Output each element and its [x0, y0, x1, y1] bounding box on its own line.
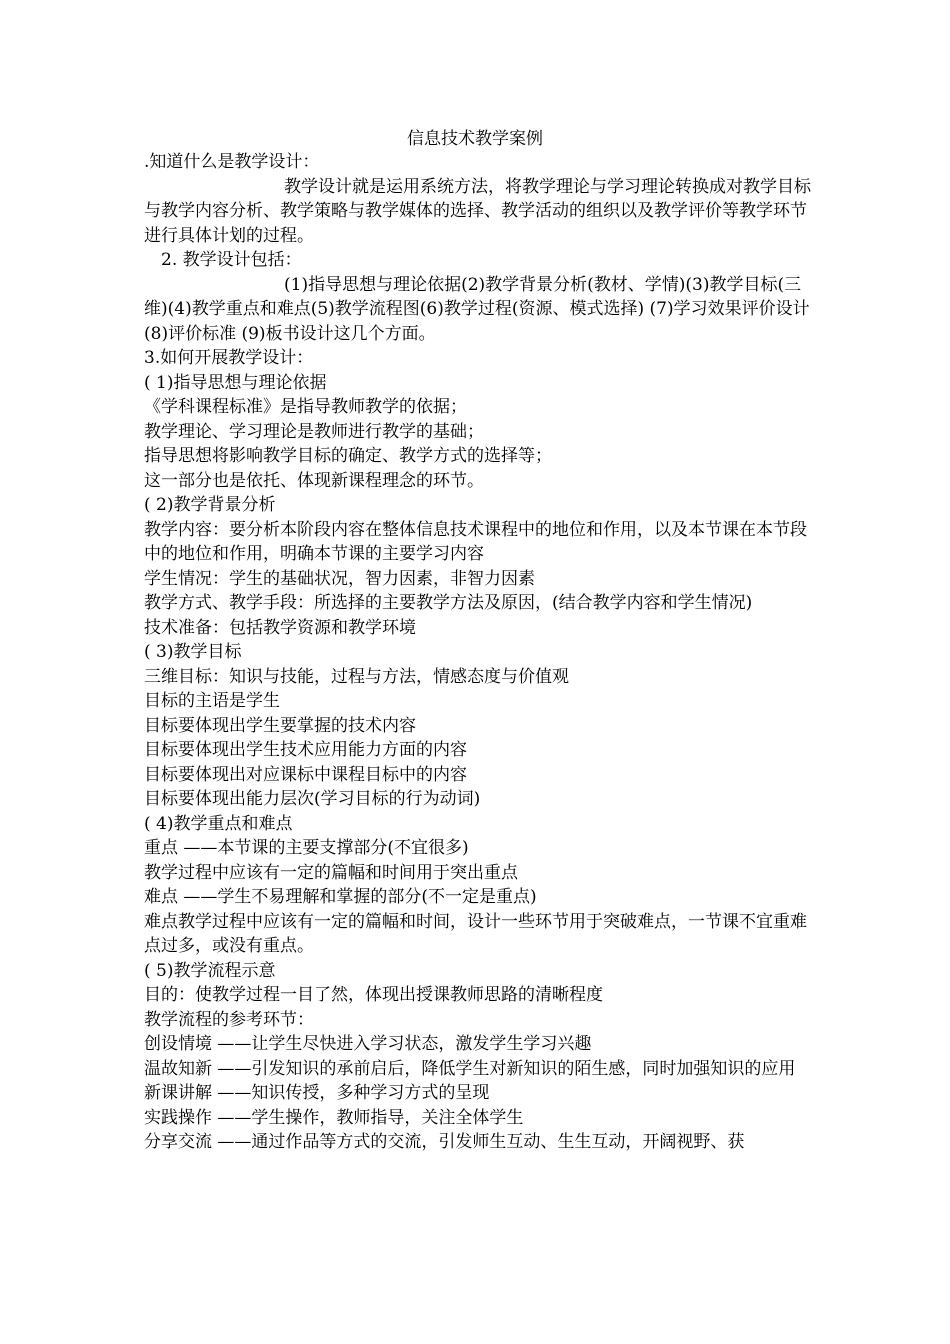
text-line: 教学方式、教学手段：所选择的主要教学方法及原因，(结合教学内容和学生情况) [144, 593, 753, 613]
paragraph: 教学设计就是运用系统方法，将教学理论与学习理论转换成对教学目标与教学内容分析、教学策略与教学媒体的选择、教学活动的组织以及教学评价等教学环节进行具体计划的过程。 [144, 176, 811, 246]
subsection-heading: ( 4)教学重点和难点 [144, 813, 293, 834]
text-line: 目标要体现出学生技术应用能力方面的内容 [144, 740, 467, 760]
subsection-heading: ( 1)指导思想与理论依据 [144, 372, 327, 393]
text-line: 目标的主语是学生 [144, 691, 280, 711]
subsection-heading: ( 5)教学流程示意 [144, 960, 276, 981]
section-heading: 3.如何开展教学设计： [144, 348, 314, 368]
document-body [144, 150, 812, 1155]
text-line: 教学过程中应该有一定的篇幅和时间用于突出重点 [144, 862, 518, 883]
subsection-heading: ( 2)教学背景分析 [144, 495, 276, 515]
text-line: 学生情况：学生的基础状况，智力因素，非智力因素 [144, 568, 535, 589]
paragraph: (1)指导思想与理论依据(2)教学背景分析(教材、学情)(3)教学目标(三维)(4)教学重点和难点(5)教学流程图(6)教学过程(资源、模式选择) (7)学习效果评价设计 (8)评价标准 (9)板书设计这几个方面。 [144, 274, 810, 344]
text-line: 三维目标：知识与技能，过程与方法，情感态度与价值观 [144, 666, 569, 687]
text-line: 教学流程的参考环节： [144, 1009, 314, 1030]
text-line: 教学内容：要分析本阶段内容在整体信息技术课程中的地位和作用，以及本节课在本节段中的地位和作用，明确本节课的主要学习内容 [144, 519, 807, 564]
text-line: 这一部分也是依托、体现新课程理念的环节。 [144, 470, 484, 491]
section-heading: 2. 教学设计包括： [161, 250, 302, 270]
subsection-heading: ( 3)教学目标 [144, 642, 242, 662]
text-line: 指导思想将影响教学目标的确定、教学方式的选择等； [144, 446, 552, 466]
text-line: 目标要体现出能力层次(学习目标的行为动词) [144, 789, 481, 809]
text-line: 分享交流 ——通过作品等方式的交流，引发师生互动、生生互动，开阔视野、获 [144, 1132, 745, 1152]
text-line: 难点教学过程中应该有一定的篇幅和时间，设计一些环节用于突破难点，一节课不宜重难点过多，或没有重点。 [144, 911, 807, 956]
text-line: 创设情境 ——让学生尽快进入学习状态，激发学生学习兴趣 [144, 1034, 592, 1054]
text-line: 技术准备：包括教学资源和教学环境 [144, 617, 416, 638]
text-line: 新课讲解 ——知识传授，多种学习方式的呈现 [144, 1083, 490, 1103]
section-heading: .知道什么是教学设计： [144, 152, 320, 172]
text-line: 重点 ——本节课的主要支撑部分(不宜很多) [144, 838, 469, 858]
text-line: 温故知新 ——引发知识的承前启后，降低学生对新知识的陌生感，同时加强知识的应用 [144, 1058, 796, 1079]
text-line: 目标要体现出学生要掌握的技术内容 [144, 715, 416, 736]
text-line: 目标要体现出对应课标中课程目标中的内容 [144, 764, 467, 785]
text-line: 实践操作 ——学生操作，教师指导，关注全体学生 [144, 1107, 524, 1128]
text-line: 《学科课程标准》是指导教师教学的依据； [144, 397, 467, 417]
text-line: 教学理论、学习理论是教师进行教学的基础； [144, 421, 484, 442]
text-line: 难点 ——学生不易理解和掌握的部分(不一定是重点) [144, 887, 537, 907]
text-line: 目的：使教学过程一目了然，体现出授课教师思路的清晰程度 [144, 985, 603, 1005]
document-title: 信息技术教学案例 [407, 129, 543, 149]
